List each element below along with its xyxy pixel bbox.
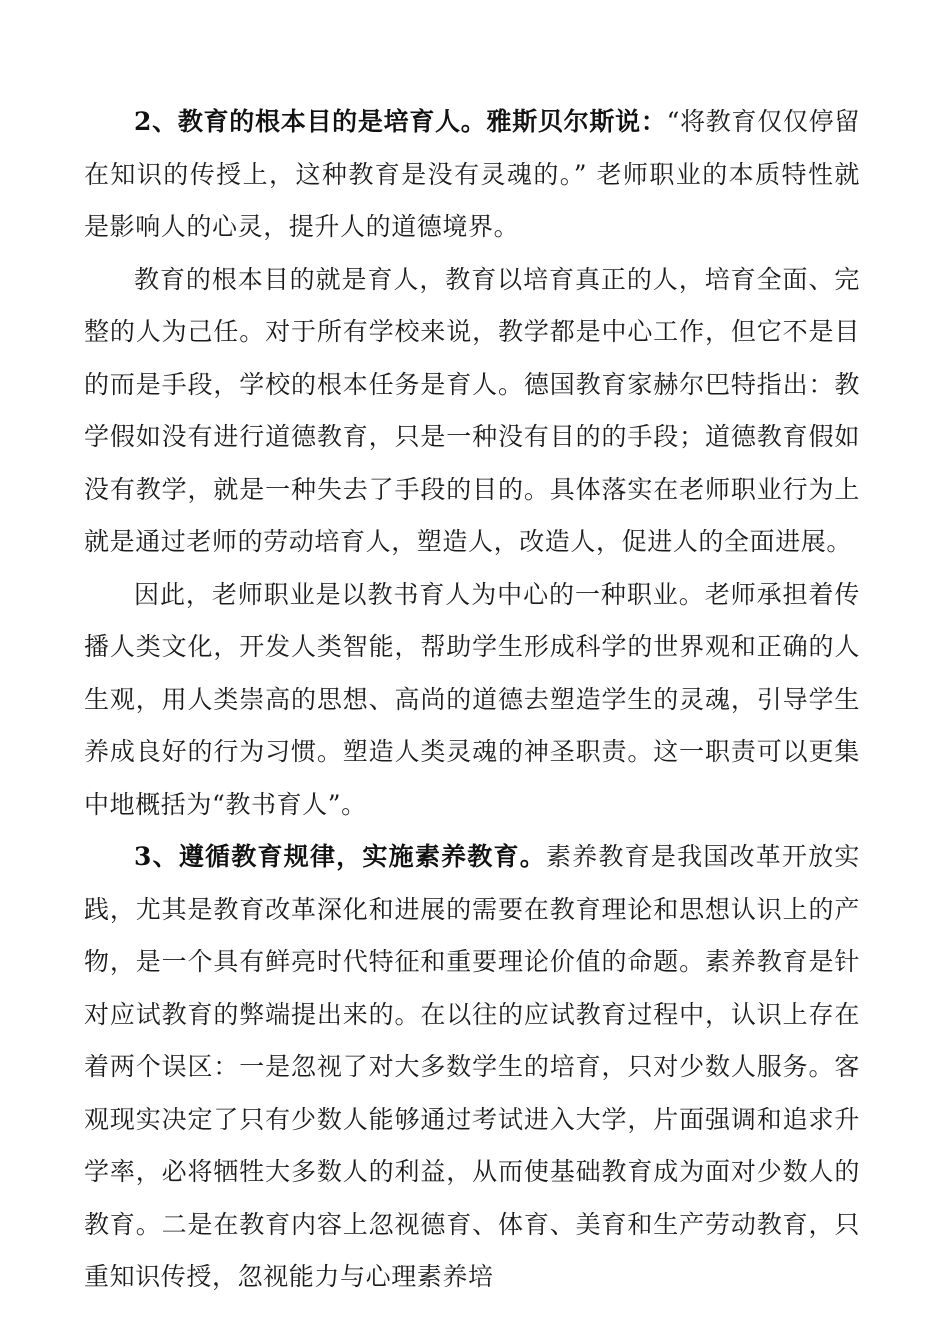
paragraph-text: 因此，老师职业是以教书育人为中心的一种职业。老师承担着传播人类文化，开发人类智能，帮助学生形成科学的世界观和正确的人生观，用人类崇高的思想、高尚的道德去塑造学生的灵魂，引导学生养成良好的行为习惯。塑造人类灵魂的神圣职责。这一职责可以更集中地概括为“教书育人”。 [84,579,860,819]
paragraph-teacher-profession [84,569,860,832]
paragraph-text: “将教育仅仅停留在知识的传授上，这种教育是没有灵魂的。” 老师职业的本质特性就是影响人的心灵，提升人的道德境界。 [84,107,860,241]
paragraph-teaching-purpose [84,96,860,254]
paragraph-heading: 2、教育的根本目的是培育人。雅斯贝尔斯说： [134,107,667,136]
paragraph-heading: 3、遵循教育规律，实施素养教育。 [134,842,546,871]
paragraph-quality-education [84,831,860,1304]
paragraph-educating-people [84,254,860,569]
document-body [84,96,860,1304]
paragraph-text: 素养教育是我国改革开放实践，尤其是教育改革深化和进展的需要在教育理论和思想认识上的产物，是一个具有鲜亮时代特征和重要理论价值的命题。素养教育是针对应试教育的弊端提出来的。在以往的应试教育过程中，认识上存在着两个误区：一是忽视了对大多数学生的培育，只对少数人服务。客观现实决定了只有少数人能够通过考试进入大学，片面强调和追求升学率，必将牺牲大多数人的利益，从而使基础教育成为面对少数人的教育。二是在教育内容上忽视德育、体育、美育和生产劳动教育，只重知识传授，忽视能力与心理素养培 [84,842,860,1291]
paragraph-text: 教育的根本目的就是育人，教育以培育真正的人，培育全面、完整的人为己任。对于所有学校来说，教学都是中心工作，但它不是目的而是手段，学校的根本任务是育人。德国教育家赫尔巴特指出：教学假如没有进行道德教育，只是一种没有目的的手段；道德教育假如没有教学，就是一种失去了手段的目的。具体落实在老师职业行为上就是通过老师的劳动培育人，塑造人，改造人，促进人的全面进展。 [84,264,860,556]
